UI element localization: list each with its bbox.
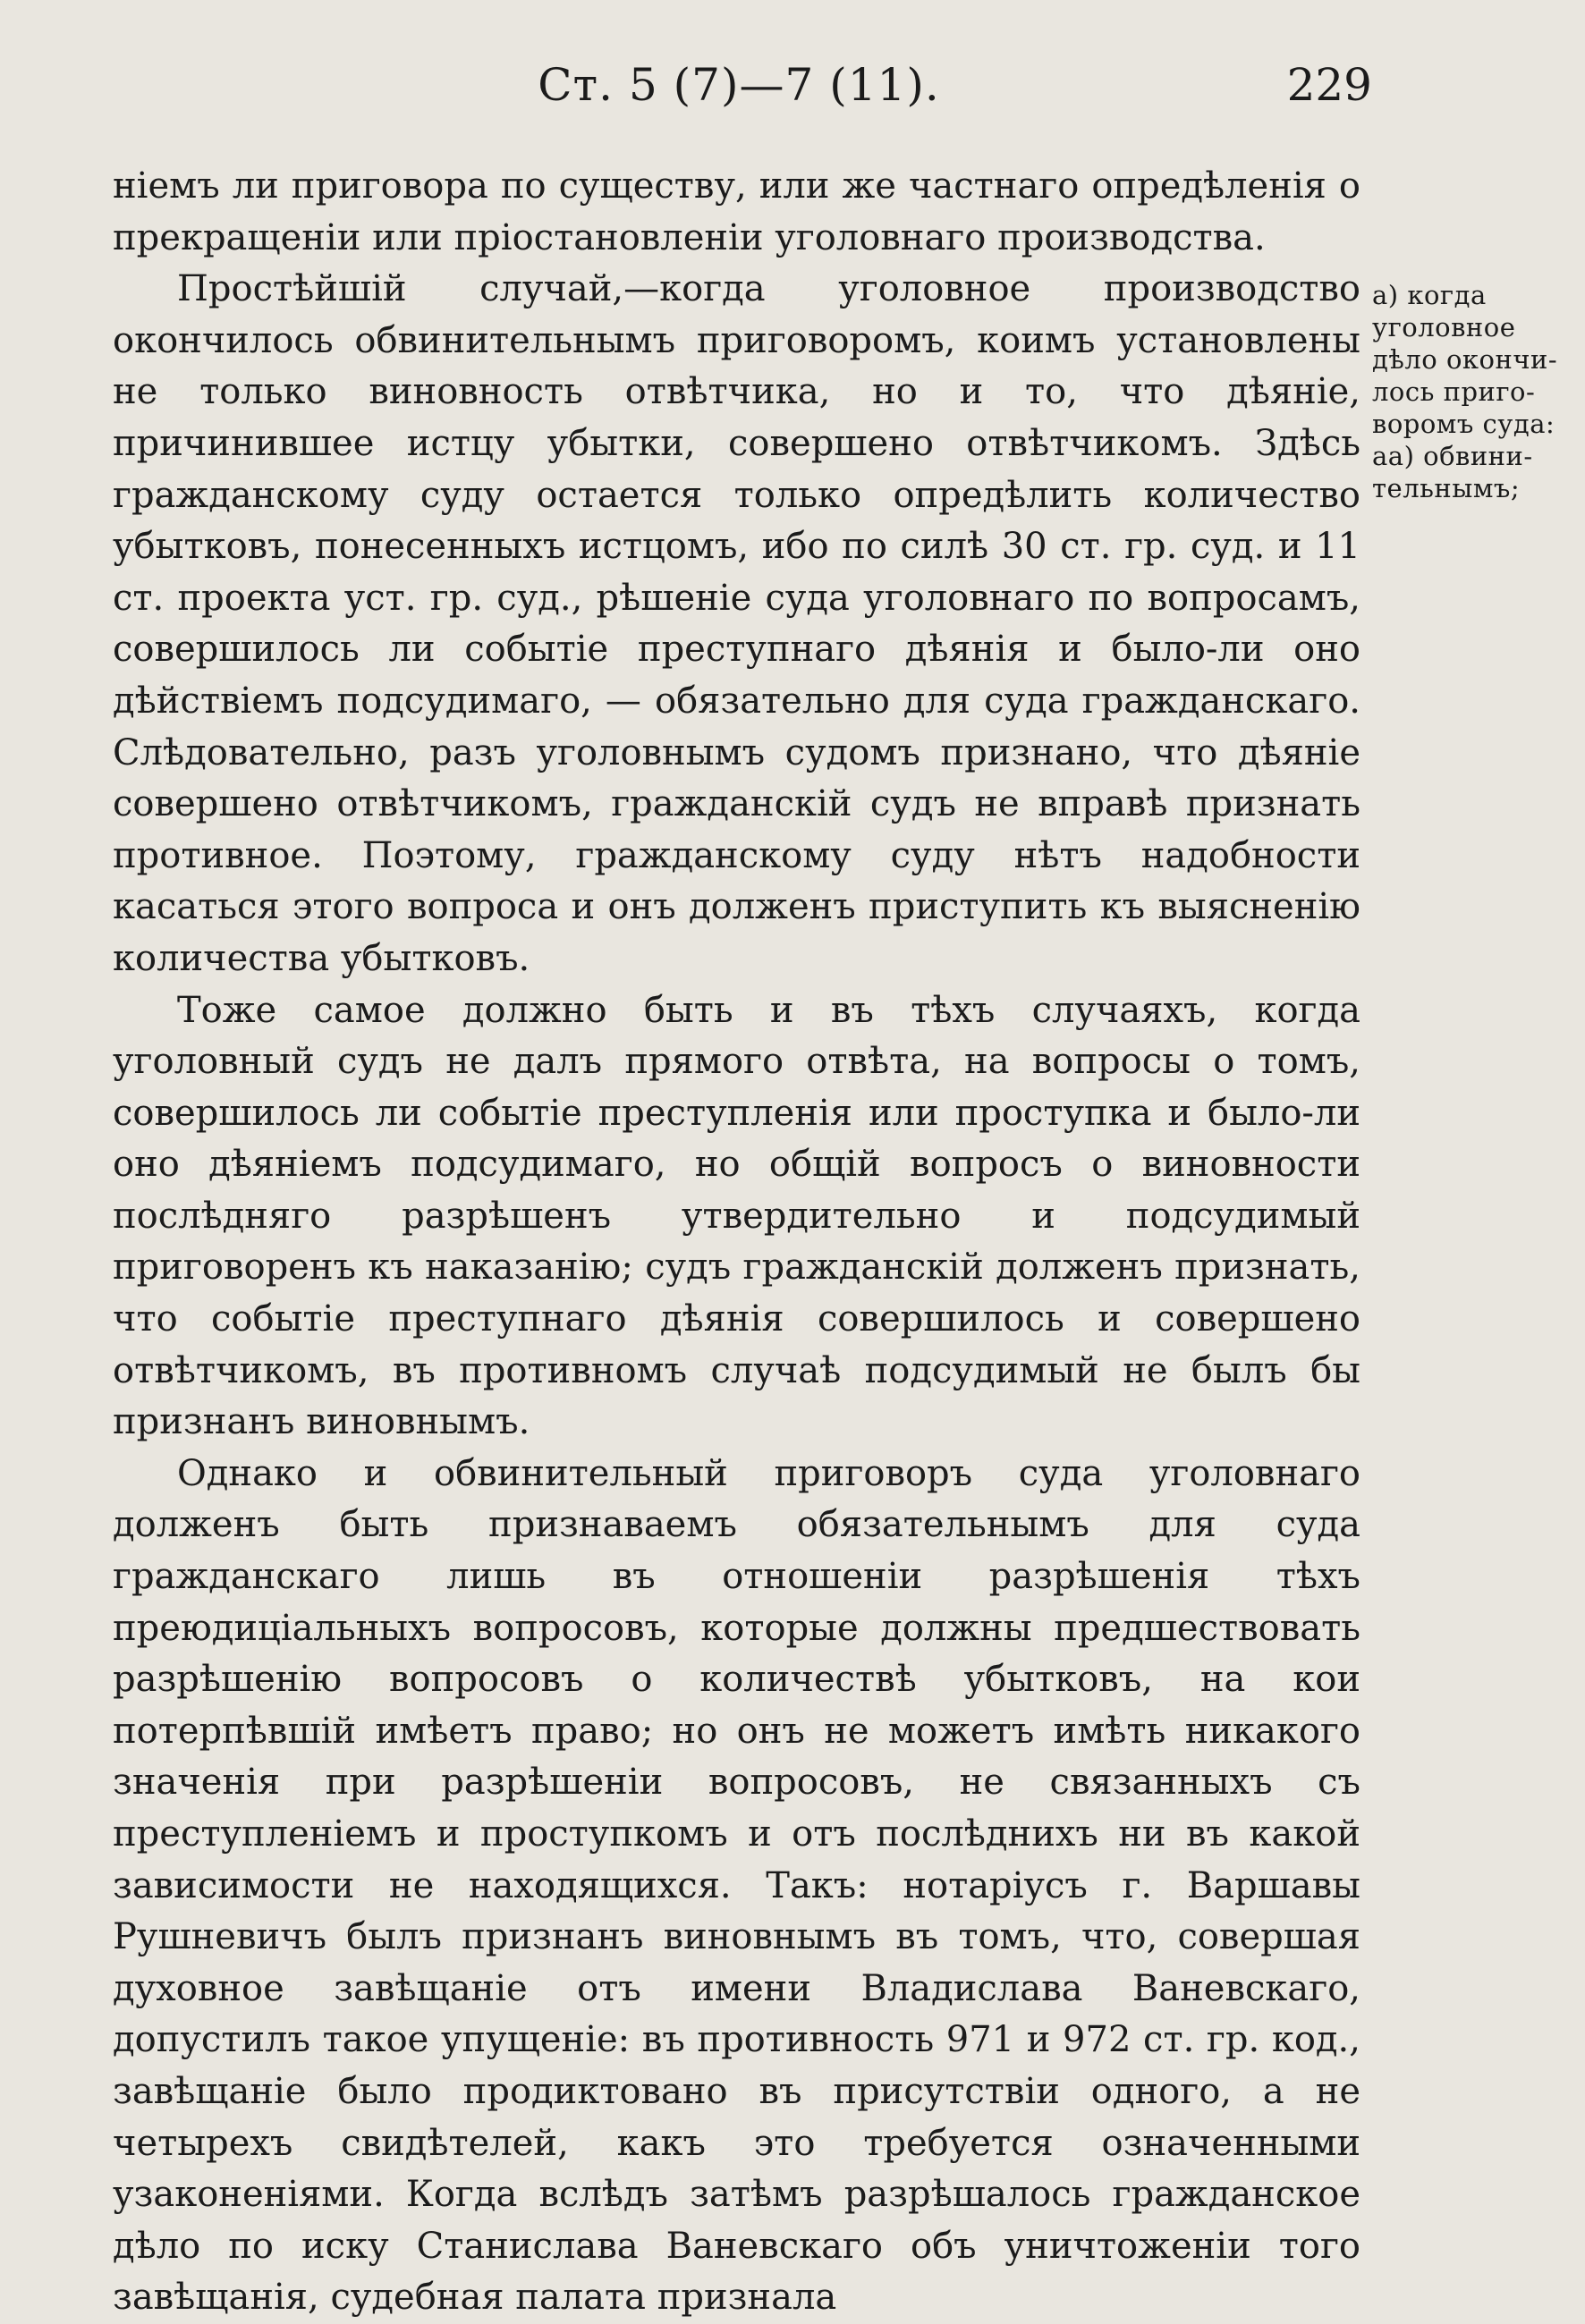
margin-note-line: уголовное — [1372, 312, 1516, 342]
page-number: 229 — [1286, 59, 1372, 111]
margin-note-line: аа) обвини- — [1372, 441, 1533, 471]
margin-note-line: дѣло окончи- — [1372, 344, 1558, 375]
paragraph-2: Простѣйшій случай,—когда уголовное производство окончилось обвинительнымъ приговоромъ, коимъ установлены не только виновность отвѣтчика, но и то, что дѣяніе, причинившее истцу убытки, совершено отвѣтчикомъ. Здѣсь гражданскому суду остается только опредѣлить количество убытковъ, понесенныхъ истцомъ, ибо по силѣ 30 ст. гр. суд. и 11 ст. проекта уст. гр. суд., рѣшеніе суда уголовнаго по вопросамъ, совершилось ли событіе преступнаго дѣянія и было-ли оно дѣйствіемъ подсудимаго, — обязательно для суда гражданскаго. Слѣдовательно, разъ уголовнымъ судомъ признано, что дѣяніе совершено отвѣтчикомъ, гражданскій судъ не вправѣ признать противное. Поэтому, гражданскому суду нѣтъ надобности касаться этого вопроса и онъ долженъ приступить къ выясненію количества убытковъ. — [113, 268, 1360, 979]
margin-note — [1372, 279, 1573, 504]
margin-note-line: лось приго- — [1372, 376, 1536, 407]
paragraph-4: Однако и обвинительный приговоръ суда уголовнаго долженъ быть признаваемъ обязательнымъ для суда гражданскаго лишь въ отношеніи разрѣшенія тѣхъ преюдиціальныхъ вопросовъ, которые должны предшествовать разрѣшенію вопросовъ о количествѣ убытковъ, на кои потерпѣвшій имѣетъ право; но онъ не можетъ имѣть никакого значенія при разрѣшеніи вопросовъ, не связанныхъ съ преступленіемъ и проступкомъ и отъ послѣднихъ ни въ какой зависимости не находящихся. Такъ: нотаріусъ г. Варшавы Рушневичъ былъ признанъ виновнымъ въ томъ, что, совершая духовное завѣщаніе отъ имени Владислава Ваневскаго, допустилъ такое упущеніе: въ противность 971 и 972 ст. гр. код., завѣщаніе было продиктовано въ присутствіи одного, а не четырехъ свидѣтелей, какъ это требуется означенными узаконеніями. Когда вслѣдъ затѣмъ разрѣшалось гражданское дѣло по иску Станислава Ваневскаго объ уничтоженіи того завѣщанія, судебная палата признала — [113, 1452, 1360, 2319]
margin-note-line: а) когда — [1372, 280, 1487, 310]
paragraph-1: ніемъ ли приговора по существу, или же частнаго опредѣленія о прекращеніи или пріостановленіи уголовнаго производства. — [113, 165, 1360, 258]
margin-note-line: тельнымъ; — [1372, 473, 1521, 503]
paragraph-3: Тоже самое должно быть и въ тѣхъ случаяхъ, когда уголовный судъ не далъ прямого отвѣта, на вопросы о томъ, совершилось ли событіе преступленія или проступка и было-ли оно дѣяніемъ подсудимаго, но общій вопросъ о виновности послѣдняго разрѣшенъ утвердительно и подсудимый приговоренъ къ наказанію; судъ гражданскій долженъ признать, что событіе преступнаго дѣянія совершилось и совершено отвѣтчикомъ, въ противномъ случаѣ подсудимый не былъ бы признанъ виновнымъ. — [113, 989, 1360, 1443]
page-header — [113, 59, 1372, 122]
body-text — [113, 161, 1360, 2324]
running-title: Ст. 5 (7)—7 (11). — [538, 59, 940, 111]
margin-note-line: воромъ суда: — [1372, 409, 1555, 439]
